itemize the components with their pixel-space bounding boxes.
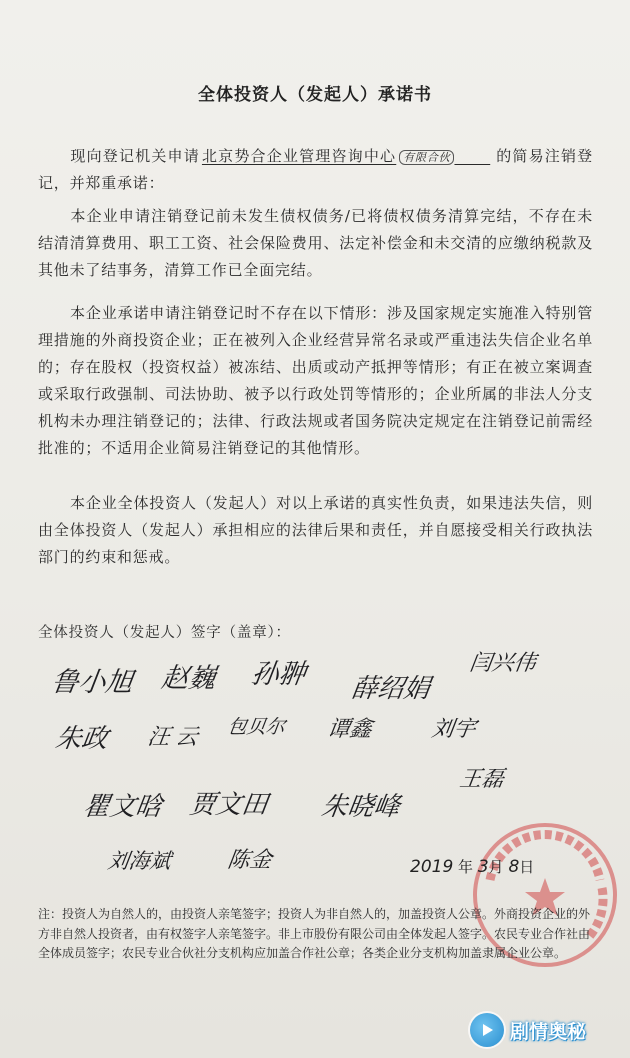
watermark-text: 剧情奥秘: [510, 1020, 587, 1043]
company-type-handwritten: 有限合伙: [399, 150, 454, 165]
signing-date: [410, 856, 534, 877]
date-month-label: 月: [488, 858, 504, 876]
paragraph-application: [38, 143, 593, 197]
watermark: [470, 1008, 630, 1052]
paragraph-debts: [38, 203, 593, 284]
company-name: 北京势合企业管理咨询中心: [201, 147, 397, 165]
signature-6: 朱政: [53, 724, 110, 754]
paragraph-responsibility-text: 本企业全体投资人（发起人）对以上承诺的真实性负责，如果违法失信，则由全体投资人（发起人）承担相应的法律后果和责任，并自愿接受相关行政执法部门的约束和惩戒。: [38, 494, 593, 566]
signature-label: 全体投资人（发起人）签字（盖章）：: [38, 625, 291, 641]
signature-7: 汪云: [145, 725, 206, 750]
signature-13: 朱晓峰: [319, 792, 402, 822]
signature-5: 闫兴伟: [467, 651, 538, 676]
application-prefix: 现向登记机关申请: [70, 147, 200, 165]
signature-10: 刘宇: [429, 717, 478, 742]
paragraph-responsibility: [38, 490, 593, 571]
signature-4: 薛绍娟: [349, 674, 432, 704]
signature-11: 瞿文晗: [81, 792, 164, 822]
signature-3: 孙翀: [249, 659, 308, 690]
date-day: 8: [508, 857, 520, 877]
paragraph-debts-text: 本企业申请注销登记前未发生债权债务/已将债权债务清算完结，不存在未结清清算费用、职工工资、社会保险费用、法定补偿金和未交清的应缴纳税款及其他未了结事务，清算工作已全面完结。: [38, 207, 593, 279]
signature-2: 赵巍: [159, 663, 218, 694]
signature-9: 谭鑫: [325, 717, 374, 742]
date-month: 3: [477, 857, 489, 877]
company-name-field: [200, 147, 496, 165]
paragraph-conditions-text: 本企业承诺申请注销登记时不存在以下情形：涉及国家规定实施准入特别管理措施的外商投资企业；正在被列入企业经营异常名录或严重违法失信企业名单的；存在股权（投资权益）被冻结、出质或动产抵押等情形；有正在被立案调查或采取行政强制、司法协助、被予以行政处罚等情形的；企业所属的非法人分支机构未办理注销登记的；法律、行政法规或者国务院决定规定在注销登记前需经批准的；不适用企业简易注销登记的其他情形。: [38, 304, 593, 457]
application-suffix: 的简易注销登记，并郑重承诺：: [38, 147, 593, 192]
document-title: 全体投资人（发起人）承诺书: [198, 85, 432, 105]
signature-8: 包贝尔: [226, 716, 287, 738]
play-logo-icon: [470, 1013, 504, 1047]
signature-16: 陈金: [225, 848, 274, 873]
signature-15: 刘海斌: [106, 849, 173, 873]
signature-14: 王磊: [457, 767, 506, 792]
date-year: 2019: [410, 857, 454, 877]
signature-12: 贾文田: [187, 790, 270, 820]
paragraph-conditions: [38, 300, 593, 462]
date-year-label: 年: [458, 858, 474, 876]
footnote: 注：投资人为自然人的，由投资人亲笔签字；投资人为非自然人的，加盖投资人公章。外商投资企业的外方非自然人投资者，由有权签字人亲笔签字。非上市股份有限公司由全体发起人签字。农民专业合作社由全体成员签字；农民专业合伙社分支机构应加盖合作社公章；各类企业分支机构加盖隶属企业公章。: [38, 907, 591, 960]
signature-1: 鲁小旭: [49, 667, 135, 698]
date-day-label: 日: [519, 858, 535, 876]
